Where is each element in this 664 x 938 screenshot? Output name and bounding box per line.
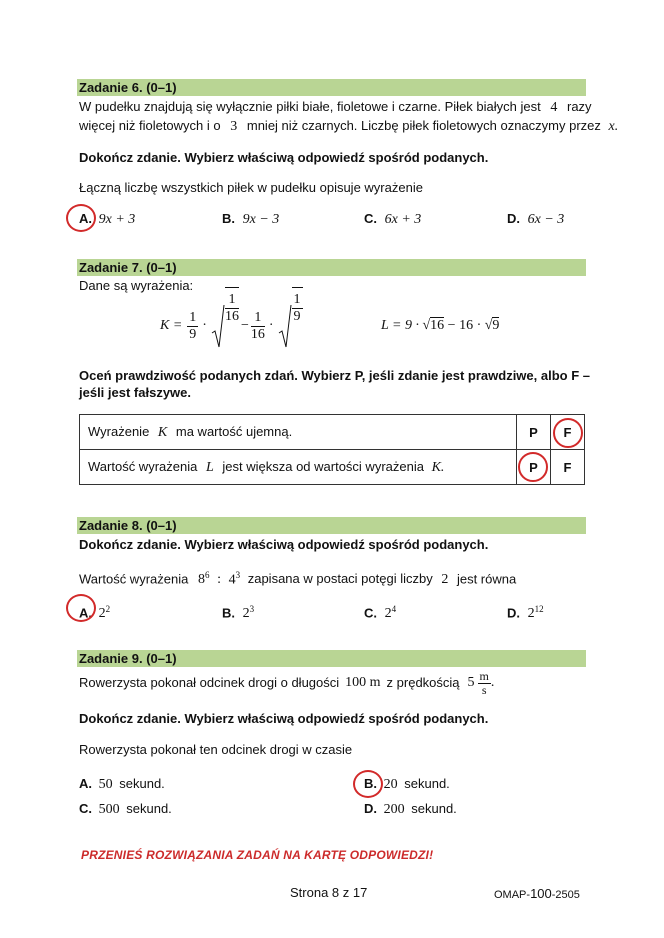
selected-answer-mark (353, 770, 383, 798)
sqrt-9: √9 (484, 318, 500, 333)
task8-option-d[interactable]: D. $2^{12}$ (507, 604, 544, 622)
task7-instruction-1: Oceń prawdziwość podanych zdań. Wybierz P, jeśli zdanie jest prawdziwe, albo F – (79, 368, 590, 383)
sqrt-16: √16 (422, 318, 445, 333)
task8-option-b[interactable]: B. $2^3$ (222, 604, 255, 622)
speed-unit: $\frac{m}{s}$ (479, 668, 489, 697)
task6-option-b[interactable]: B. 9x − 3 (222, 211, 280, 227)
task7-header: Zadanie 7. (0–1) (77, 259, 586, 276)
option-f-1[interactable]: F (551, 415, 585, 450)
task9-header: Zadanie 9. (0–1) (77, 650, 586, 667)
transfer-answers-note: PRZENIEŚ ROZWIĄZANIA ZADAŃ NA KARTĘ ODPOWIEDZI! (81, 848, 434, 862)
statement-1: Wyrażenie K ma wartość ujemną. (80, 415, 517, 450)
statement-2: Wartość wyrażenia L jest większa od wartości wyrażenia K. (80, 450, 517, 485)
task6-stem: Łączną liczbę wszystkich piłek w pudełku opisuje wyrażenie (79, 180, 423, 195)
task9-option-b[interactable]: B. 20 sekund. (364, 776, 450, 792)
selected-answer-mark (66, 204, 96, 232)
exam-code: OMAP-100-2505 (494, 886, 580, 901)
table-row (80, 450, 585, 485)
task8-instruction: Dokończ zdanie. Wybierz właściwą odpowiedź spośród podanych. (79, 537, 489, 552)
task9-option-c[interactable]: C. 500 sekund. (79, 801, 172, 817)
sqrt-symbol-icon (278, 303, 292, 349)
k-fraction-1: $\frac{1}{9}$ (189, 309, 197, 342)
selected-answer-mark (66, 594, 96, 622)
true-false-table (79, 414, 585, 485)
k-radicand-1: $\frac{1}{16}$ (225, 287, 239, 325)
task9-instruction: Dokończ zdanie. Wybierz właściwą odpowiedź spośród podanych. (79, 711, 489, 726)
task8-option-c[interactable]: C. $2^4$ (364, 604, 397, 622)
task6-line2: więcej niż fioletowych i o 3 mniej niż czarnych. Liczbę piłek fioletowych oznaczymy przez x. (79, 118, 619, 134)
l-expression: L = 9 · √16 − 16 · √9 (381, 318, 500, 333)
selected-answer-mark (518, 452, 548, 482)
task9-stem: Rowerzysta pokonał ten odcinek drogi w czasie (79, 742, 353, 757)
sqrt-symbol-icon (211, 303, 225, 349)
task8-stem: Wartość wyrażenia $8^6$ : $4^3$ zapisana w postaci potęgi liczby 2 jest równa (79, 570, 517, 588)
page-number: Strona 8 z 17 (290, 885, 368, 900)
task9-option-a[interactable]: A. 50 sekund. (79, 776, 165, 792)
table-row (80, 415, 585, 450)
task6-line1: W pudełku znajdują się wyłącznie piłki białe, fioletowe i czarne. Piłek białych jest 4 razy (79, 99, 592, 115)
selected-answer-mark (553, 418, 583, 448)
task8-header: Zadanie 8. (0–1) (77, 517, 586, 534)
k-expression: K = $\frac{1}{9}$ · $\frac{1}{16}$ − $\frac{1}{16}$ · $\frac{1}{9}$ (160, 304, 303, 348)
task7-instruction-2: jeśli jest fałszywe. (79, 385, 192, 400)
k-fraction-3: $\frac{1}{16}$ (250, 309, 265, 342)
task6-instruction: Dokończ zdanie. Wybierz właściwą odpowiedź spośród podanych. (79, 150, 489, 165)
option-p-2[interactable]: P (517, 450, 551, 485)
option-p-1[interactable]: P (517, 415, 551, 450)
task9-option-d[interactable]: D. 200 sekund. (364, 801, 457, 817)
task6-option-d[interactable]: D. 6x − 3 (507, 211, 565, 227)
task8-option-a[interactable]: A. $2^2$ (79, 604, 111, 622)
option-f-2[interactable]: F (551, 450, 585, 485)
task6-option-a[interactable]: A. 9x + 3 (79, 211, 136, 227)
k-radicand-2: $\frac{1}{9}$ (292, 287, 303, 325)
task6-option-c[interactable]: C. 6x + 3 (364, 211, 422, 227)
task6-header: Zadanie 6. (0–1) (77, 79, 586, 96)
task7-intro: Dane są wyrażenia: (79, 278, 194, 293)
task9-line: Rowerzysta pokonał odcinek drogi o długości 100 m z prędkością 5 $\frac{m}{s}$ . (79, 668, 495, 697)
